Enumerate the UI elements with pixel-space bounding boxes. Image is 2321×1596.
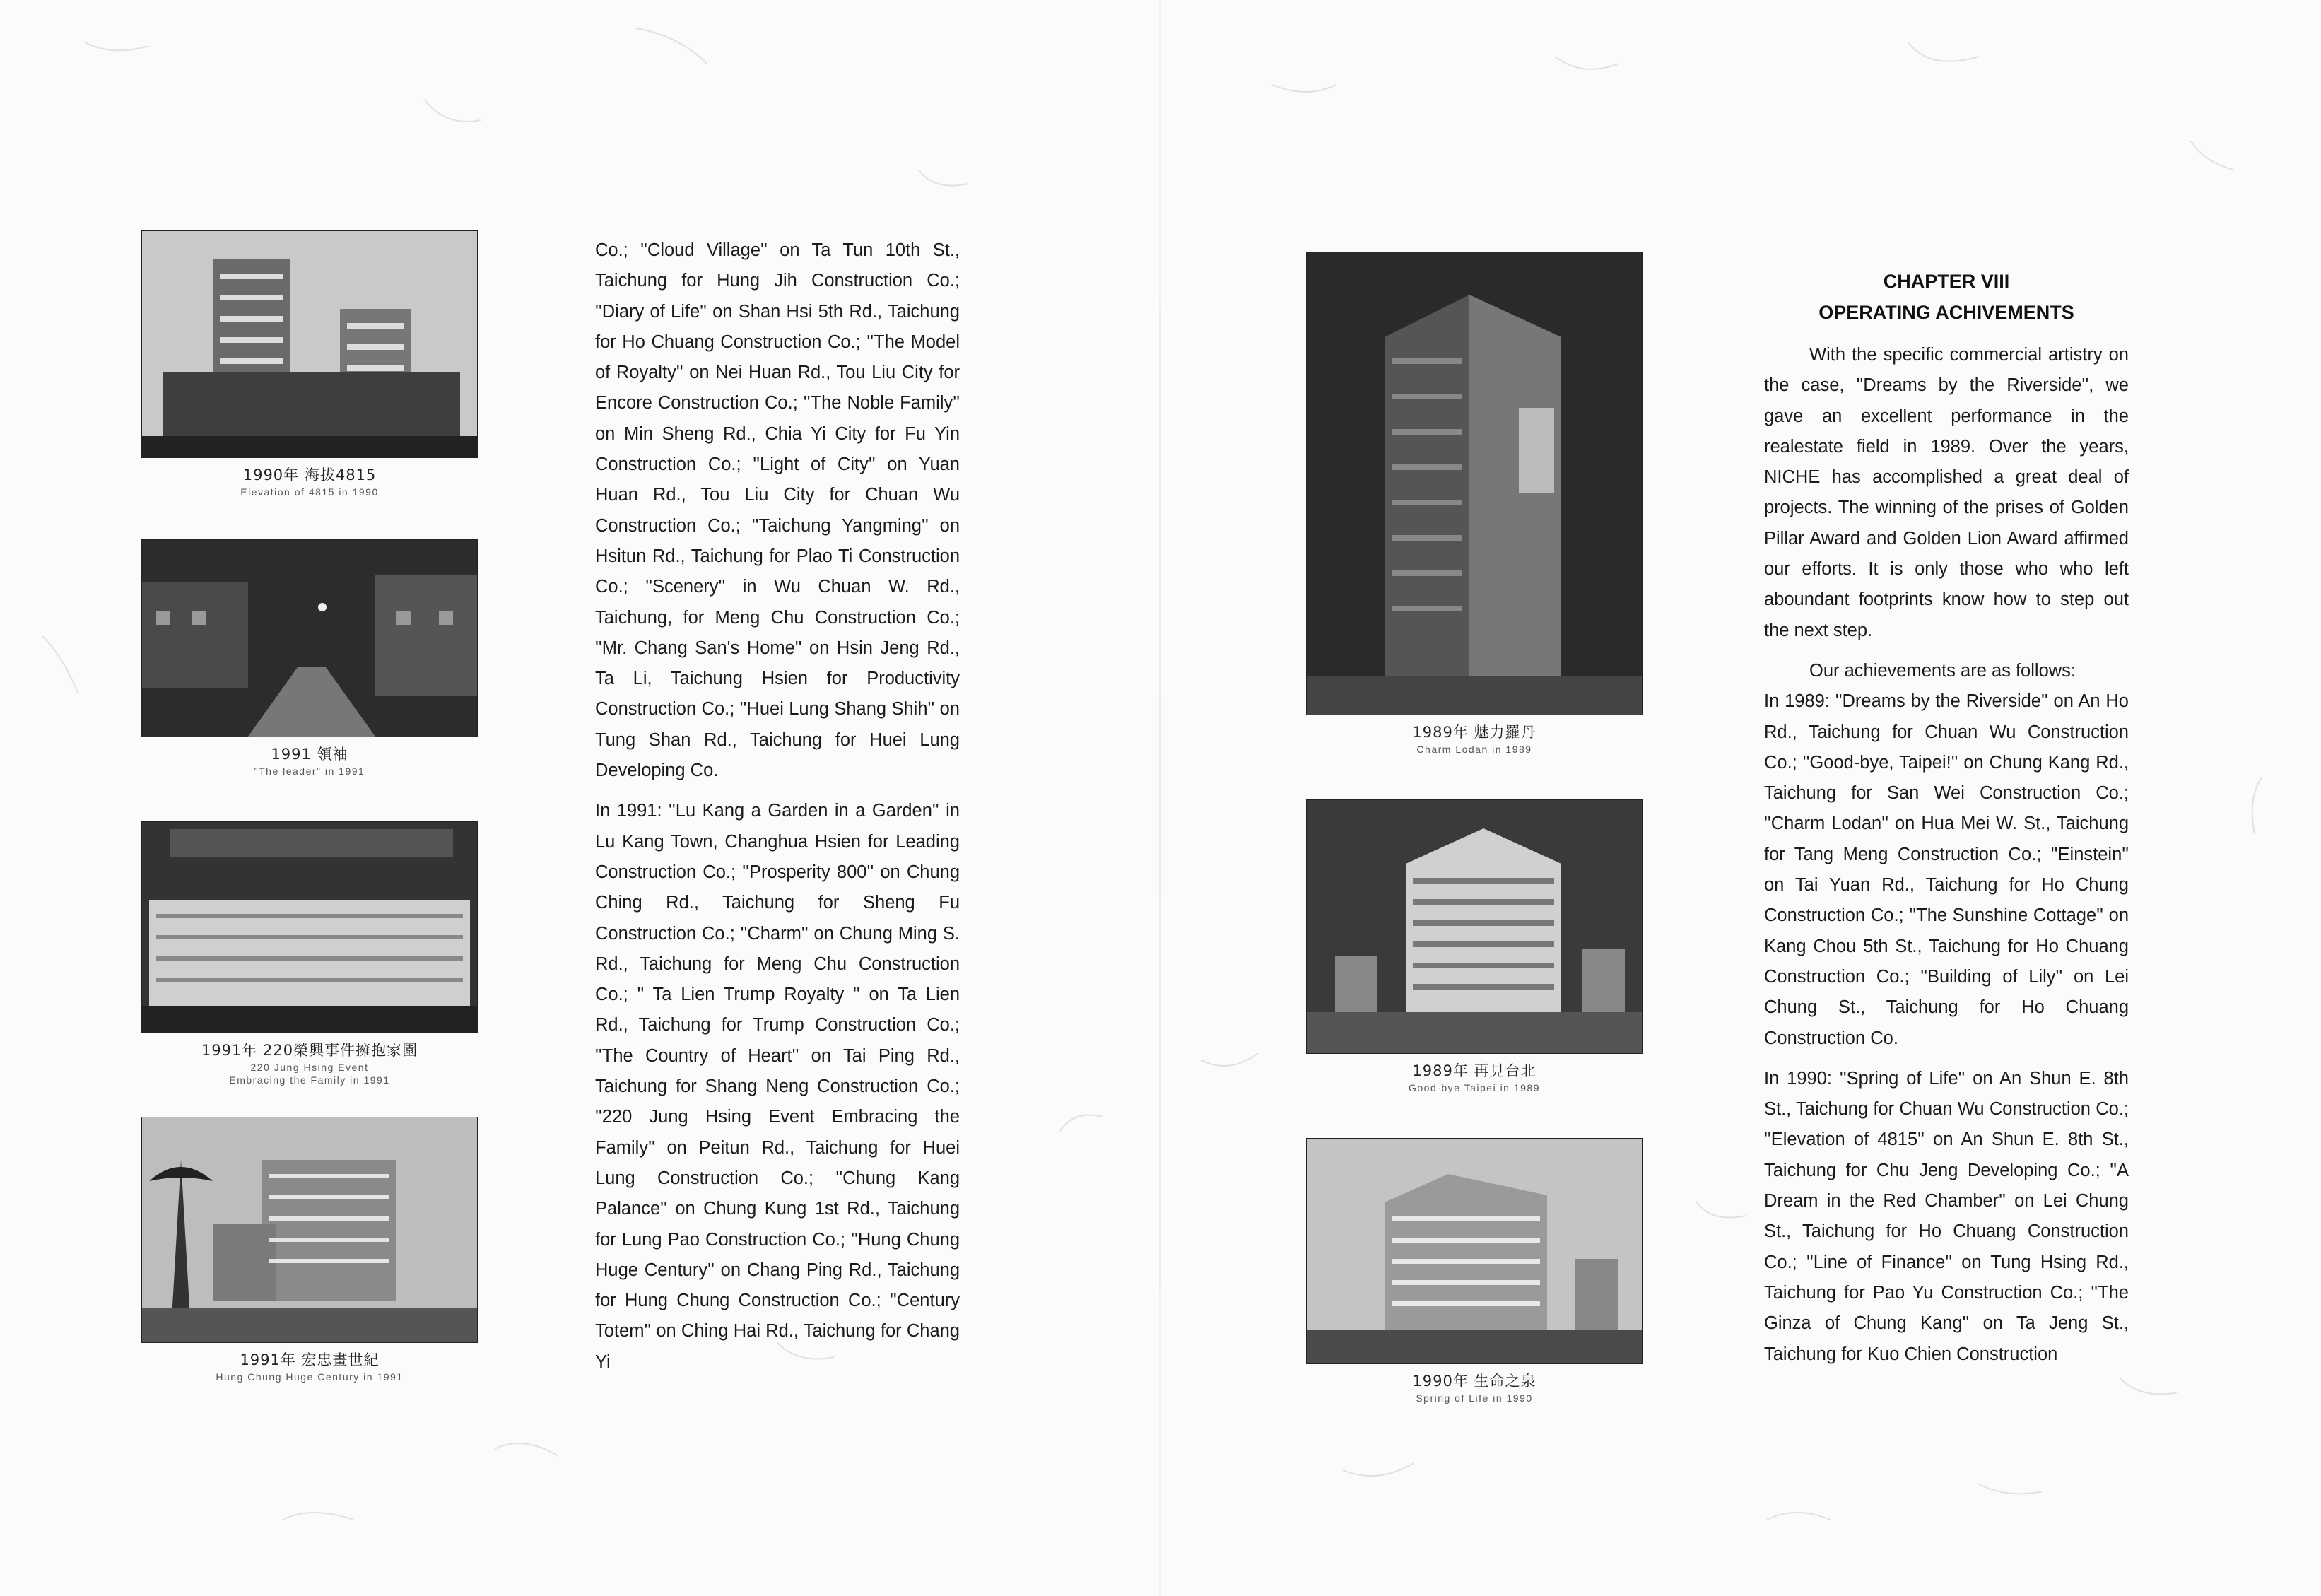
building-photo xyxy=(1306,252,1643,715)
photo-hung-chung-century xyxy=(141,1117,478,1383)
photo-caption-cn: 1991年 宏忠畫世紀 xyxy=(240,1351,380,1368)
photo-caption-cn: 1991 領袖 xyxy=(271,746,348,763)
photo-caption-en: Spring of Life in 1990 xyxy=(1416,1392,1533,1404)
photo-caption-en: Good-bye Taipei in 1989 xyxy=(1408,1082,1541,1093)
intro-paragraph: With the specific commercial artistry on the case, ''Dreams by the Riverside'', we gave an excellent performance in the realestate field in 1989. Over the years, NICHE has accomplished a great deal of projects. The winning of the prises of Golden Pillar Award and Golden Lion Award affirmed our efforts. It is only those who who left aboundant footprints know how to step out the next step. xyxy=(1764,345,2129,640)
photo-caption-en: Hung Chung Huge Century in 1991 xyxy=(216,1371,404,1383)
building-photo xyxy=(1306,1138,1643,1364)
photo-caption-en: "The leader" in 1991 xyxy=(254,765,365,777)
photo-caption-cn: 1990年 海拔4815 xyxy=(242,467,377,483)
photo-caption-cn: 1989年 魅力羅丹 xyxy=(1412,724,1536,741)
photo-the-leader xyxy=(141,539,478,777)
photo-caption-cn: 1989年 再見台北 xyxy=(1412,1062,1536,1079)
photo-caption-en: 220 Jung Hsing Event xyxy=(250,1062,369,1073)
building-photo xyxy=(141,539,478,737)
photo-good-bye-taipei xyxy=(1306,799,1643,1093)
chapter-title: OPERATING ACHIVEMENTS xyxy=(1818,302,2074,323)
photo-220-jung-hsing xyxy=(141,821,478,1086)
paragraph-1991: In 1991: ''Lu Kang a Garden in a Garden'' in Lu Kang Town, Changhua Hsien for Leading Construction Co.; ''Prosperity 800'' on Chung Ching Rd., Taichung for Sheng Fu Construction Co.; ''Charm'' on Chung Ming S. Rd., Taichung for Meng Chu Construction Co.; '' Ta Lien Trump Royalty '' on Ta Lien Rd., Taichung for Trump Construction Co.; ''The Country of Heart'' on Tai Ping Rd., Taichung for Shang Neng Construction Co.; ''220 Jung Hsing Event Embracing the Family'' on Peitun Rd., Taichung for Huei Lung Construction Co.; ''Chung Kang Palance'' on Chung Kung 1st Rd., Taichung for Lung Pao Construction Co.; ''Hung Chung Huge Century'' on Chang Ping Rd., Taichung for Hung Chung Construction Co.; ''Century Totem'' on Ching Hai Rd., Taichung for Chang Yi xyxy=(595,801,960,1372)
building-photo xyxy=(141,1117,478,1343)
chapter-number: CHAPTER VIII xyxy=(1883,271,2010,292)
building-model-photo xyxy=(141,821,478,1033)
photo-charm-lodan xyxy=(1306,252,1643,755)
photo-caption-en: Elevation of 4815 in 1990 xyxy=(240,486,379,498)
chapter-heading xyxy=(1764,266,2129,328)
paragraph-1989: In 1989: ''Dreams by the Riverside'' on An Ho Rd., Taichung for Chuan Wu Construction Co.; ''Good-bye, Taipei!'' on Chung Kang Rd., Taichung for San Wei Construction Co.; ''Charm Lodan'' on Hua Mei W. St., Taichung for Tang Meng Construction Co.; ''Einstein'' on Tai Yuan Rd., Taichung for Ho Chung Construction Co.; ''The Sunshine Cottage'' on Kang Chou 5th St., Taichung for Ho Chuang Construction Co.; ''Building of Lily'' on Lei Chung St., Taichung for Ho Chuang Construction Co. xyxy=(1764,691,2129,1048)
photo-spring-of-life xyxy=(1306,1138,1643,1404)
photo-caption-en: Charm Lodan in 1989 xyxy=(1416,744,1532,755)
photo-caption-cn: 1991年 220榮興事件擁抱家園 xyxy=(201,1042,418,1059)
paragraph-1988-continued: Co.; ''Cloud Village'' on Ta Tun 10th St., Taichung for Hung Jih Construction Co.; ''Diary of Life'' on Shan Hsi 5th Rd., Taichung for Ho Chuang Construction Co.; ''The Model of Royalty'' on Nei Huan Rd., Tou Liu City for Encore Construction Co.; ''The Noble Family'' on Min Sheng Rd., Chia Yi City for Fu Yin Construction Co.; ''Light of City'' on Yuan Huan Rd., Tou Liu City for Chuan Wu Construction Co.; ''Taichung Yangming'' on Hsitun Rd., Taichung for Plao Ti Construction Co.; ''Scenery'' in Wu Chuan W. Rd., Taichung, for Meng Chu Construction Co.; ''Mr. Chang San's Home'' on Hsin Jeng Rd., Ta Li, Taichung Hsien for Productivity Construction Co.; ''Huei Lung Shang Shih'' on Tung Shan Rd., Taichung for Huei Lung Developing Co. xyxy=(595,240,960,781)
building-photo xyxy=(141,230,478,458)
photo-caption-cn: 1990年 生命之泉 xyxy=(1412,1373,1536,1390)
achievements-intro: Our achievements are as follows: xyxy=(1809,660,2076,681)
building-photo xyxy=(1306,799,1643,1054)
left-text-column xyxy=(595,235,960,1387)
page-fold xyxy=(1159,0,1160,1596)
photo-caption-en-2: Embracing the Family in 1991 xyxy=(229,1074,390,1086)
paragraph-1990: In 1990: ''Spring of Life'' on An Shun E. 8th St., Taichung for Chuan Wu Construction Co.; ''Elevation of 4815'' on An Shun E. 8th St., Taichung for Chu Jeng Developing Co.; ''A Dream in the Red Chamber'' on Lei Chung St., Taichung for Ho Chuang Construction Co.; ''Line of Finance'' on Tung Hsing Rd., Taichung for Pao Yu Construction Co.; ''The Ginza of Chung Kang'' on Ta Jeng St., Taichung for Kuo Chien Construction xyxy=(1764,1068,2129,1364)
right-text-column xyxy=(1764,340,2129,1380)
photo-elevation-4815 xyxy=(141,230,478,498)
